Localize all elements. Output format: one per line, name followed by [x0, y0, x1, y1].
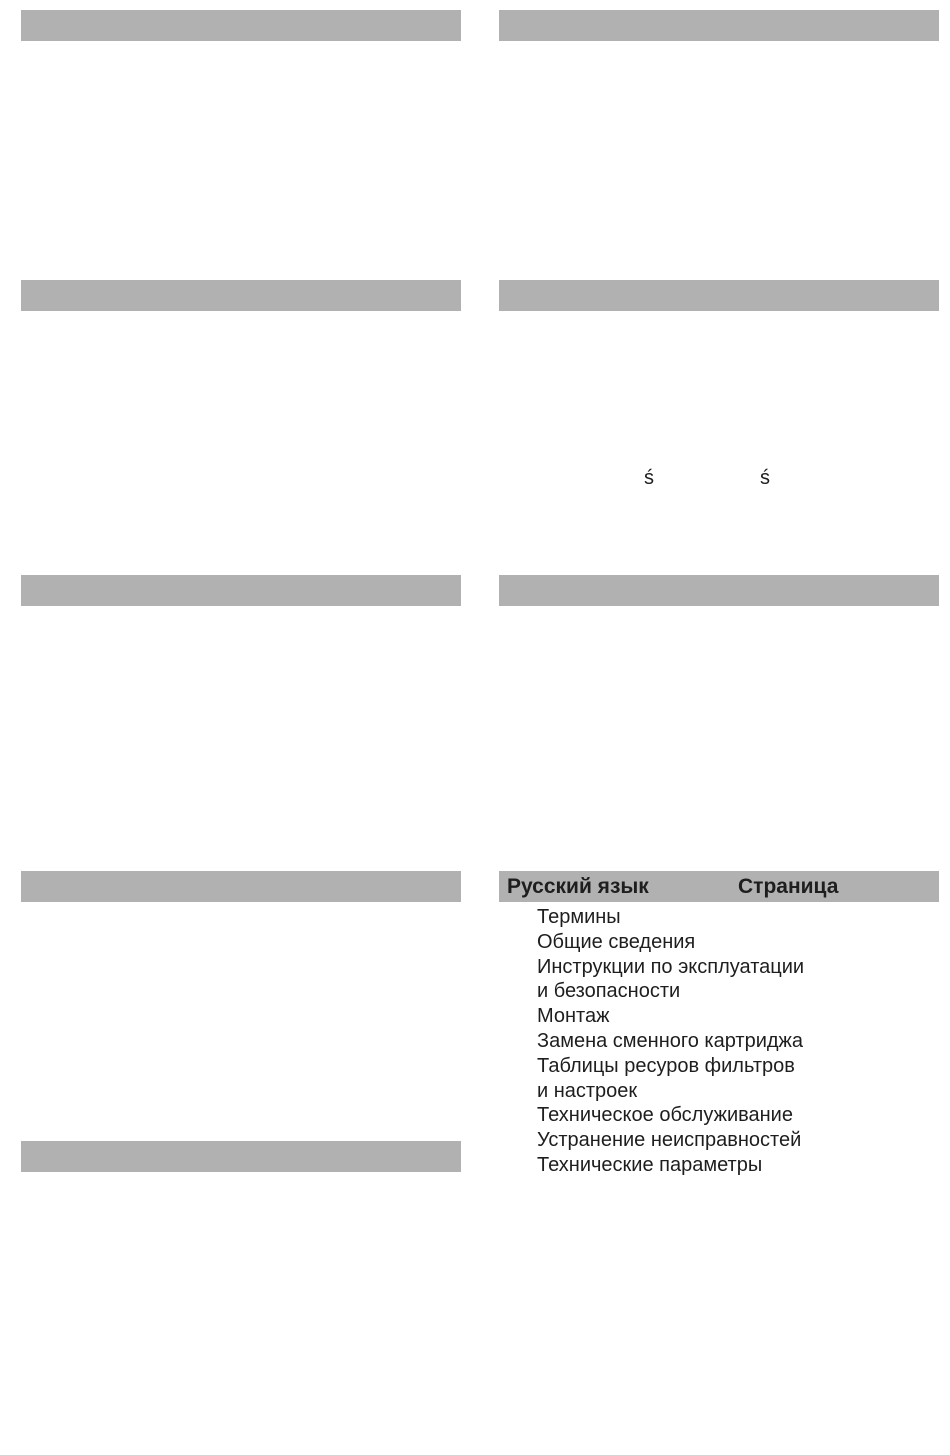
section-header-bar-left-1 [21, 10, 461, 41]
toc-entry: Монтаж [537, 1005, 610, 1028]
stray-glyph: ś [760, 467, 770, 489]
stray-glyph: ś [644, 467, 654, 489]
language-heading: Русский язык [507, 875, 649, 898]
section-header-bar-right-2 [499, 280, 939, 311]
section-header-bar-left-2 [21, 280, 461, 311]
russian-section-header [499, 871, 939, 902]
toc-entry: Общие сведения [537, 930, 696, 953]
toc-entry: Техническое обслуживание [537, 1104, 793, 1127]
section-header-bar-right-1 [499, 10, 939, 41]
toc-entry: и настроек [537, 1079, 638, 1102]
toc-entry: Таблицы ресуров фильтров [537, 1054, 795, 1077]
toc-entry: Замена сменного картриджа [537, 1029, 804, 1052]
toc-entry: Устранение неисправностей [537, 1129, 802, 1152]
section-header-bar-left-4 [21, 871, 461, 902]
toc-entry: Технические параметры [537, 1153, 763, 1176]
section-header-bar-left-3 [21, 575, 461, 606]
section-header-bar-right-3 [499, 575, 939, 606]
toc-entry: и безопасности [537, 980, 681, 1003]
toc-entry: Инструкции по эксплуатации [537, 955, 805, 978]
table-of-contents [537, 905, 804, 1178]
section-header-bar-left-5 [21, 1141, 461, 1172]
toc-entry: Термины [537, 906, 621, 928]
page-column-heading: Страница [738, 875, 839, 898]
